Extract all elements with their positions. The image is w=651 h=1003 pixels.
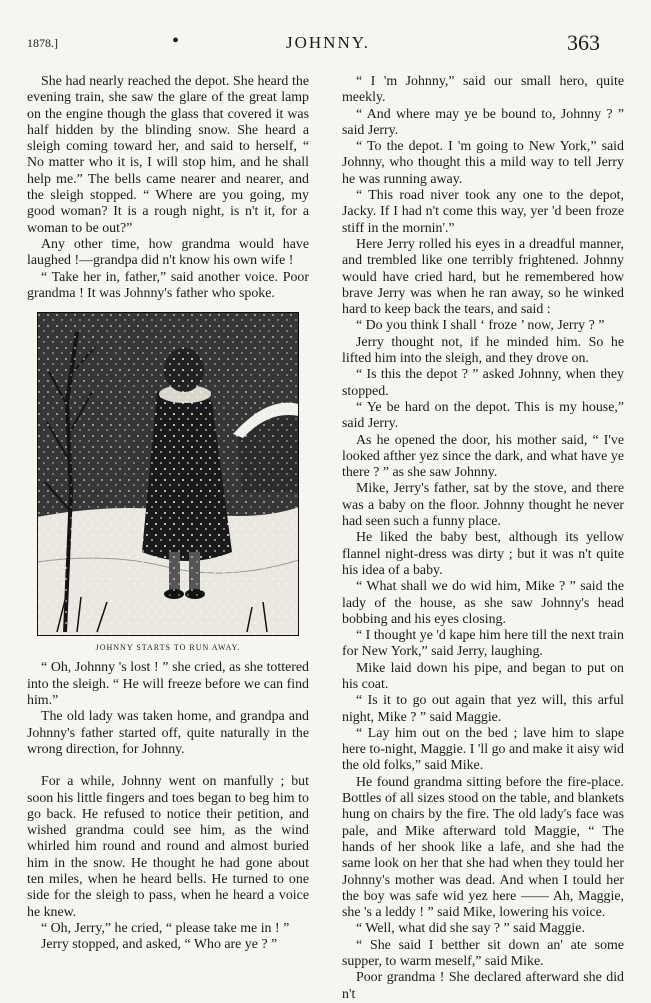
- paragraph: Jerry stopped, and asked, “ Who are ye ? ”: [41, 937, 278, 953]
- paragraph: He liked the baby best, although its yellow flannel night-dress was dirty ; but it was n't quite his idea of a baby.: [342, 530, 624, 578]
- paragraph: “ I thought ye 'd kape him here till the next train for New York,” said Jerry, laughing.: [342, 628, 624, 660]
- paragraph: “ Well, what did she say ? ” said Maggie.: [356, 921, 585, 937]
- paragraph: He found grandma sitting before the fire-place. Bottles of all sizes stood on the table, and blankets hung on chairs by the fire. The old lady's face was pale, and Mike afterward told Maggie, “ The hands of her shook like a lafe, and she had the same look on her that she had when they tould her Johnny's mother was dead. And when I tould her the boy was safe wid yez here —— Ah, Maggie, she 's a leddy ! ” said Mike, lowering his voice.: [342, 774, 624, 921]
- header-dot: •: [172, 30, 180, 52]
- running-title: JOHNNY.: [286, 33, 371, 52]
- paragraph: “ And where may ye be bound to, Johnny ? ” said Jerry.: [342, 106, 624, 138]
- page-number: 363: [567, 30, 600, 55]
- paragraph: “ Is it to go out again that yez will, this arful night, Mike ? ” said Maggie.: [342, 693, 624, 725]
- paragraph: “ This road niver took any one to the depot, Jacky. If I had n't come this way, yer 'd been froze stiff in the mornin'.”: [342, 188, 624, 236]
- figure-caption: JOHNNY STARTS TO RUN AWAY.: [95, 643, 241, 653]
- paragraph: Mike laid down his pipe, and began to put on his coat.: [342, 660, 624, 692]
- paragraph: “ Lay him out on the bed ; lave him to slape here to-night, Maggie. I 'll go and make it aisy wid the old folks,” said Mike.: [342, 725, 624, 774]
- paragraph: “ Is this the depot ? ” asked Johnny, when they stopped.: [342, 367, 624, 399]
- page-header: [0, 0, 651, 62]
- illustration: [37, 312, 299, 656]
- volume-year: 1878.]: [27, 36, 58, 50]
- paragraph: Any other time, how grandma would have laughed !—grandpa did n't know his own wife !: [27, 236, 309, 269]
- engraving-image: [37, 312, 299, 636]
- paragraph: As he opened the door, his mother said, “ I've looked afther yez since the dark, and what have ye there ? ” as she saw Johnny.: [342, 432, 624, 481]
- paragraph: She had nearly reached the depot. She heard the evening train, she saw the glare of the great lamp on the engine though the glass that covered it was half hidden by the blinding snow. She heard a sleigh coming toward her, and said to herself, “ No matter who it is, I will stop him, and he shall help me.” The bells came nearer and nearer, and the sleigh stopped. “ Where are you going, my good woman? It is a rough night, is n't it, for a woman to be out?”: [27, 74, 309, 236]
- left-column: [27, 74, 309, 954]
- paragraph: Jerry thought not, if he minded him. So he lifted him into the sleigh, and they drove on.: [342, 334, 624, 367]
- right-column: [342, 74, 624, 1003]
- paragraph: “ Ye be hard on the depot. This is my house,” said Jerry.: [342, 399, 624, 432]
- paragraph: “ To the depot. I 'm going to New York,” said Johnny, who thought this a mild way to tell Jerry he was running away.: [342, 139, 624, 187]
- paragraph: Here Jerry rolled his eyes in a dreadful manner, and trembled like one terribly frightened. Johnny would have cried hard, but he remembered how brave Jerry was when he ran away, so he winked hard to keep back the tears, and said :: [342, 236, 624, 318]
- paragraph: “ Oh, Johnny 's lost ! ” she cried, as she tottered into the sleigh. “ He will freeze before we can find him.”: [27, 660, 309, 709]
- paragraph: “ She said I betther sit down an' ate some supper, to warm meself,” said Mike.: [342, 937, 624, 970]
- paragraph: The old lady was taken home, and grandpa and Johnny's father started off, quite naturally in the wrong direction, for Johnny.: [27, 709, 309, 757]
- paragraph: For a while, Johnny went on manfully ; but soon his little fingers and toes began to beg him to go back. He refused to notice their petition, and wished grandma could see him, as the wind whirled him round and round and almost buried him in the snow. He thought he had gone about ten miles, when he heard bells. He turned to one side for the sleigh to pass, when he heard a voice he knew.: [27, 774, 309, 920]
- paragraph: “ Oh, Jerry,” he cried, “ please take me in ! ”: [41, 920, 290, 936]
- paragraph: Poor grandma ! She declared afterward she did n't: [342, 970, 624, 1002]
- paragraph: “ Take her in, father,” said another voice. Poor grandma ! It was Johnny's father who spoke.: [27, 269, 309, 301]
- paragraph: “ Do you think I shall ‘ froze ’ now, Jerry ? ”: [356, 318, 605, 334]
- paragraph: “ What shall we do wid him, Mike ? ” said the lady of the house, as she saw Johnny's head bobbing and his eyes closing.: [342, 579, 624, 627]
- paragraph: Mike, Jerry's father, sat by the stove, and there was a baby on the floor. Johnny thought he never had seen such a funny place.: [342, 481, 624, 530]
- paragraph: “ I 'm Johnny,” said our small hero, quite meekly.: [342, 74, 624, 106]
